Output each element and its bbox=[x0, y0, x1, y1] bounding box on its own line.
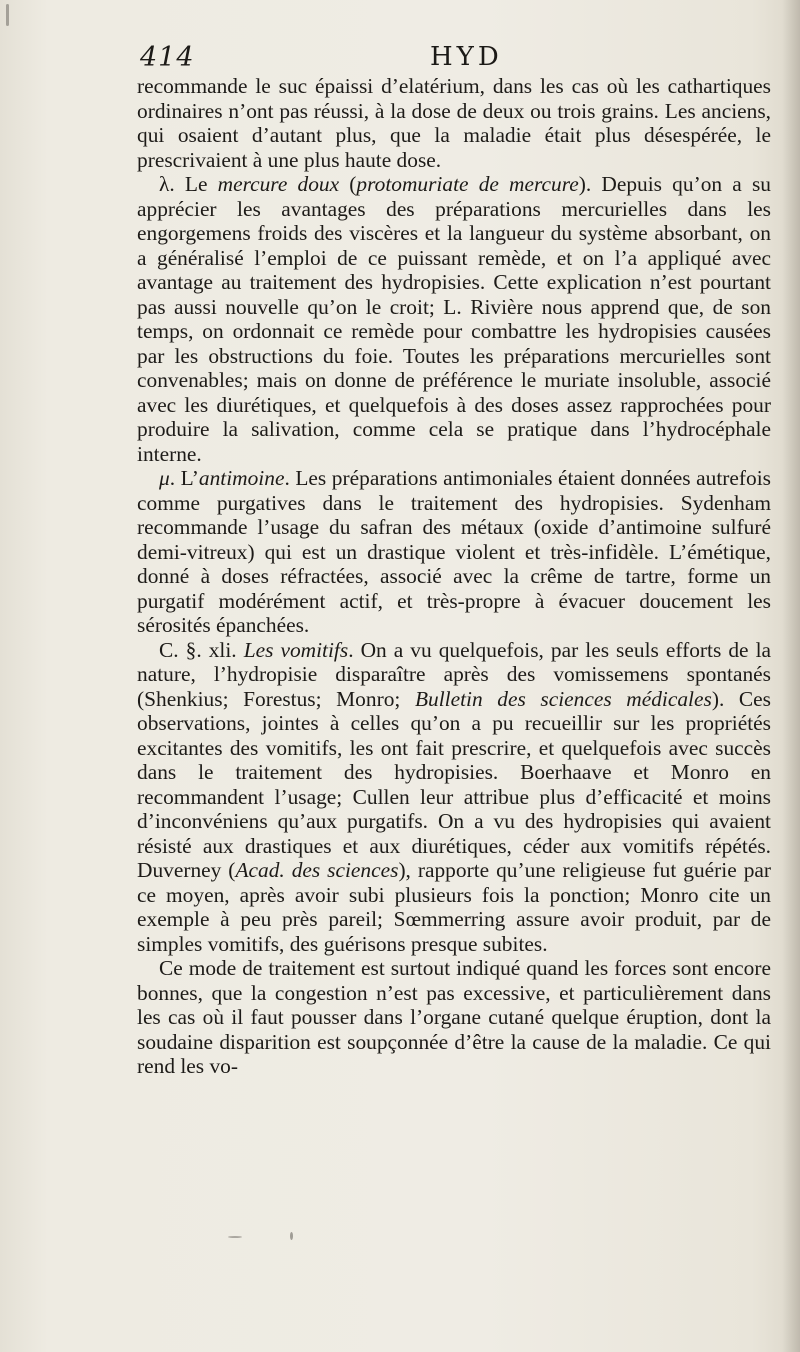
italic-text: antimoine bbox=[198, 466, 285, 490]
italic-text: Les vomitifs bbox=[243, 637, 349, 662]
italic-text: mercure doux bbox=[217, 172, 340, 196]
paragraph bbox=[137, 956, 771, 1079]
text-run: λ. Le bbox=[159, 172, 218, 196]
paragraph bbox=[137, 172, 771, 466]
paper-speck bbox=[6, 4, 9, 26]
text-run: C. §. xli. bbox=[159, 637, 244, 662]
text-run: ). Ces observations, jointes à celles qu’on a pu recueillir sur les propriétés excitantes des vomitifs, les ont fait prescrire, et quelquefois avec succès dans le traitement des hydropisies. Boerhaave et Monro en recommandent l’usage; Cullen leur attribue plus d’efficacité et moins d’inconvéniens qu’aux purgatifs. On a vu des hydropisies qui avaient résisté aux drastiques et aux diurétiques, céder aux vomitifs répétés. Duverney ( bbox=[137, 686, 771, 882]
text-run: ( bbox=[339, 172, 357, 196]
text-run: Ce mode de traitement est surtout indiqué quand les forces sont encore bonnes, que la congestion n’est pas excessive, et particulièrement dans les cas où il faut pousser dans l’organe cutané quelque éruption, dont la soudaine disparition est soupçonnée d’être la cause de la maladie. Ce qui rend les vo- bbox=[137, 956, 771, 1078]
paragraph bbox=[137, 466, 771, 638]
text-run: ), rapporte qu’une religieuse fut guérie par ce moyen, après avoir subi plusieurs fois la ponction; Monro cite un exemple à peu près pareil; Sœmmerring assure avoir produit, par de simples vomitifs, des guérisons presque subites. bbox=[137, 858, 772, 956]
paragraph bbox=[137, 74, 771, 172]
text-run: ). Depuis qu’on a su apprécier les avantages des préparations mercurielles dans les engorgemens froids des viscères et la langueur du système absorbant, on a généralisé l’emploi de ce puissant remède, et on l’a appliqué avec avantage au traitement des hydropisies. Cette explication n’est pourtant pas aussi nouvelle qu’on le croit; L. Rivière nous apprend que, de son temps, on ordonnait ce remède pour combattre les hydropisies causées par les obstructions du foie. Toutes les préparations mercurielles sont convenables; mais on donne de préférence le muriate insoluble, associé avec les diurétiques, et quelquefois à des doses assez rapprochées pour produire la salivation, comme cela se pratique dans l’hydrocéphale interne. bbox=[137, 172, 771, 466]
page-edge-shadow bbox=[782, 0, 800, 1352]
italic-text: μ bbox=[159, 466, 170, 490]
italic-text: Acad. des sciences bbox=[235, 858, 399, 882]
paragraph bbox=[137, 638, 771, 957]
italic-text: Bulletin des sciences médicales bbox=[414, 686, 712, 711]
paper-speck bbox=[228, 1236, 242, 1238]
page-number: 414 bbox=[140, 42, 195, 73]
paper-speck bbox=[290, 1232, 293, 1240]
text-run: . Les préparations antimoniales étaient données autrefois comme purgatives dans le traitement des hydropisies. Sydenham recommande l’usage du safran des métaux (oxide d’antimoine sulfuré demi-vitreux) qui est un drastique violent et très-infidèle. L’émétique, donné à doses réfractées, associé avec la crême de tartre, forme un purgatif modérément actif, et très-propre à évacuer doucement les sérosités épanchées. bbox=[137, 466, 772, 637]
text-body bbox=[137, 74, 771, 1079]
text-run: recommande le suc épaissi d’elatérium, dans les cas où les cathartiques ordinaires n’ont pas réussi, à la dose de deux ou trois grains. Les anciens, qui osaient d’autant plus, que la maladie était plus désespérée, le prescrivaient à une plus haute dose. bbox=[137, 74, 771, 172]
running-head: HYD bbox=[430, 42, 503, 72]
text-run: . On a vu quelquefois, par les seuls efforts de la nature, l’hydropisie disparaître après des vomissemens spontanés (Shenkius; Forestus; Monro; bbox=[137, 637, 772, 711]
text-run: . L’ bbox=[169, 466, 199, 490]
italic-text: protomuriate de mercure bbox=[356, 172, 579, 196]
